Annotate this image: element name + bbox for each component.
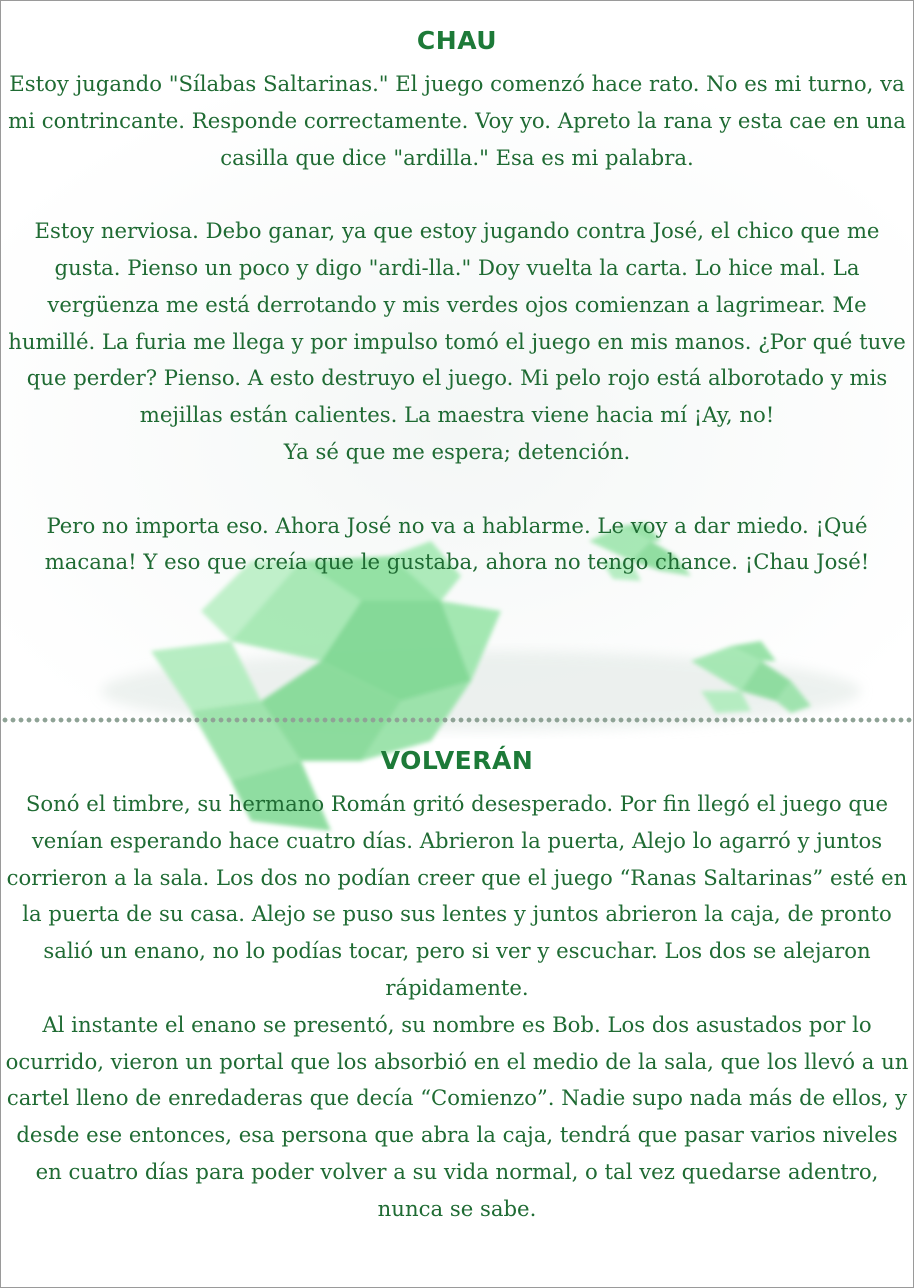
story-body-volveran (1, 786, 913, 1228)
story-paragraph: Estoy nerviosa. Debo ganar, ya que estoy jugando contra José, el chico que me gusta. Pienso un poco y digo "ardi-lla." Doy vuelta la carta. Lo hice mal. La vergüenza me está derrotando y mis verdes ojos comienzan a lagrimear. Me humillé. La furia me llega y por impulso tomó el juego en mis manos. ¿Por qué tuve que perder? Pienso. A esto destruyo el juego. Mi pelo rojo está alborotado y mis mejillas están calientes. La maestra viene hacia mí ¡Ay, no! (8, 218, 906, 428)
story-title-volveran: VOLVERÁN (380, 746, 534, 775)
dotted-divider (1, 717, 913, 723)
paragraph-gap (1, 176, 913, 213)
story-paragraph: Pero no importa eso. Ahora José no va a hablarme. Le voy a dar miedo. ¡Qué macana! Y eso que creía que le gustaba, ahora no tengo chance. ¡Chau José! (44, 512, 870, 575)
story-title-chau: CHAU (416, 26, 498, 55)
story-body-chau (1, 66, 913, 581)
story-paragraph: Al instante el enano se presentó, su nombre es Bob. Los dos asustados por lo ocurrido, vieron un portal que los absorbió en el medio de la sala, que los llevó a un cartel lleno de enredaderas que decía “Comienzo”. Nadie supo nada más de ellos, y desde ese entonces, esa persona que abra la caja, tendrá que pasar varios niveles en cuatro días para poder volver a su vida normal, o tal vez quedarse adentro, nunca se sabe. (5, 1011, 909, 1221)
story-paragraph: Ya sé que me espera; detención. (283, 438, 631, 464)
story-paragraph: Estoy jugando "Sílabas Saltarinas." El juego comenzó hace rato. No es mi turno, va mi contrincante. Responde correctamente. Voy yo. Apreto la rana y esta cae en una casilla que dice "ardilla." Esa es mi palabra. (8, 71, 906, 170)
paragraph-gap (1, 471, 913, 508)
story-paragraph: Sonó el timbre, su hermano Román gritó desesperado. Por fin llegó el juego que venían esperando hace cuatro días. Abrieron la puerta, Alejo lo agarró y juntos corrieron a la sala. Los dos no podían creer que el juego “Ranas Saltarinas” esté en la puerta de su casa. Alejo se puso sus lentes y juntos abrieron la caja, de pronto salió un enano, no lo podías tocar, pero si ver y escuchar. Los dos se alejaron rápidamente. (6, 791, 908, 1000)
